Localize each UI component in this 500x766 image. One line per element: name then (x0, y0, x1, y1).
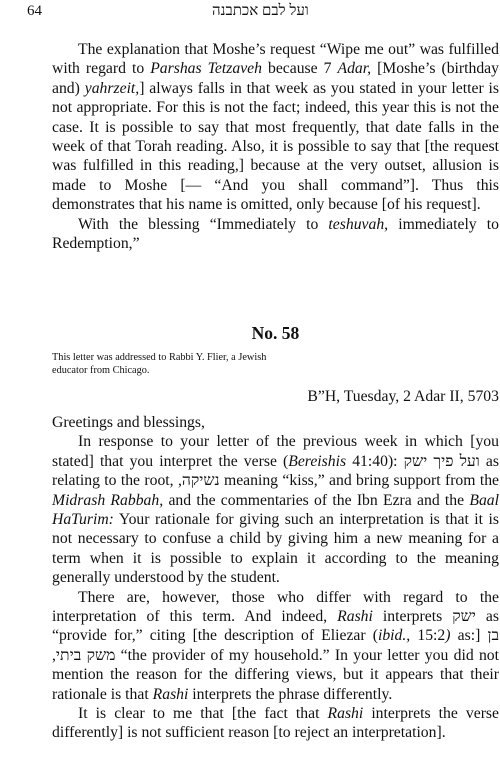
text-run: There are, however, those who differ with regard to the interpretation of this term. And indeed, (52, 588, 499, 625)
italic-text: Baal HaTurim: (52, 491, 500, 528)
italic-text: Rashi (327, 704, 364, 722)
text-run: [Moshe’s (birthday and) (52, 60, 499, 97)
text-run: interprets the verse differently] is not sufficient reason [to reject an interpretation]. (52, 704, 499, 742)
running-title: ועל לבם אכתבנה (212, 3, 309, 19)
italic-text: Adar, (337, 60, 372, 78)
editorial-note: This letter was addressed to Rabbi Y. Flier, a Jewish educator from Chicago. (52, 352, 267, 376)
hebrew-text: נשיקה, (177, 472, 220, 490)
letter-date: B”H, Tuesday, 2 Adar II, 5703 (307, 388, 499, 406)
text-run: It is clear to me that [the fact that (78, 704, 328, 722)
italic-text: Parshas Tetzaveh (150, 60, 262, 78)
italic-text: Bereishis (288, 452, 347, 470)
greeting: Greetings and blessings, (52, 413, 205, 431)
text-run: interprets (372, 607, 453, 625)
text-run: 41:40): (346, 452, 404, 470)
running-header (27, 3, 470, 21)
italic-text: yahrzeit, (84, 79, 140, 97)
italic-text: Midrash Rabbah, (52, 491, 164, 509)
italic-text: teshuvah, (328, 215, 389, 233)
text-run: interprets the phrase differently. (188, 685, 393, 703)
text-run: In response to your letter of the previous week in which [you stated] that you interpret the verse ( (52, 433, 499, 470)
text-run: 15:2 (410, 627, 446, 645)
text-run: ] always falls in that week as you stated in your letter is not appropriate. For this is not the fact; indeed, this year this is not the case. It is possible to say that most frequently, that date falls in the week of that Torah reading. Also, it is possible to say that [the request was fulfilled in this reading,] because at the very outset, allusion is made to Moshe [— “And you shall command”]. Thus this demonstrates that his name is omitted, only because [of his request]. (52, 79, 500, 214)
text-run: as:] (450, 627, 488, 645)
text-run: “the provider of my household.” In your letter you did not mention the reason for the differing views, but it appears that their rationale is that (52, 646, 500, 703)
text-run: The explanation that Moshe’s request “Wipe me out” was fulfilled with regard to (52, 41, 499, 78)
italic-text: Rashi (152, 685, 189, 703)
text-run: Your rationale for giving such an interpretation is that it is not necessary to confuse a child by giving him a new meaning for a term when it is possible to explain it according to the meaning generally understood by the student. (52, 510, 499, 587)
text-run: and the commentaries of the Ibn Ezra and the (163, 491, 470, 509)
closing-blessing (52, 215, 499, 254)
page-number: 64 (27, 3, 42, 19)
text-run: meaning “kiss,” and bring support from the (219, 472, 499, 490)
text-run: immediately to Redemption,” (52, 215, 499, 253)
hebrew-text: ישק (452, 607, 476, 625)
text-run: With the blessing “Immediately to (78, 215, 329, 233)
italic-text: ibid., (377, 627, 411, 645)
hebrew-text: בן משק ביתי, (52, 627, 500, 664)
page-body (52, 40, 499, 743)
italic-text: ) (445, 627, 451, 645)
paragraph (52, 432, 499, 587)
paragraph (52, 40, 499, 215)
text-run: as relating to the root, (52, 452, 499, 490)
letter-title: No. 58 (251, 323, 300, 344)
hebrew-text: ועל פיך ישק (403, 452, 480, 470)
paragraph (52, 704, 499, 743)
text-run: as “provide for,” citing [the description of Eliezar ( (52, 607, 499, 645)
text-run: because 7 (261, 60, 338, 78)
italic-text: Rashi (337, 607, 373, 625)
paragraph (52, 588, 499, 704)
